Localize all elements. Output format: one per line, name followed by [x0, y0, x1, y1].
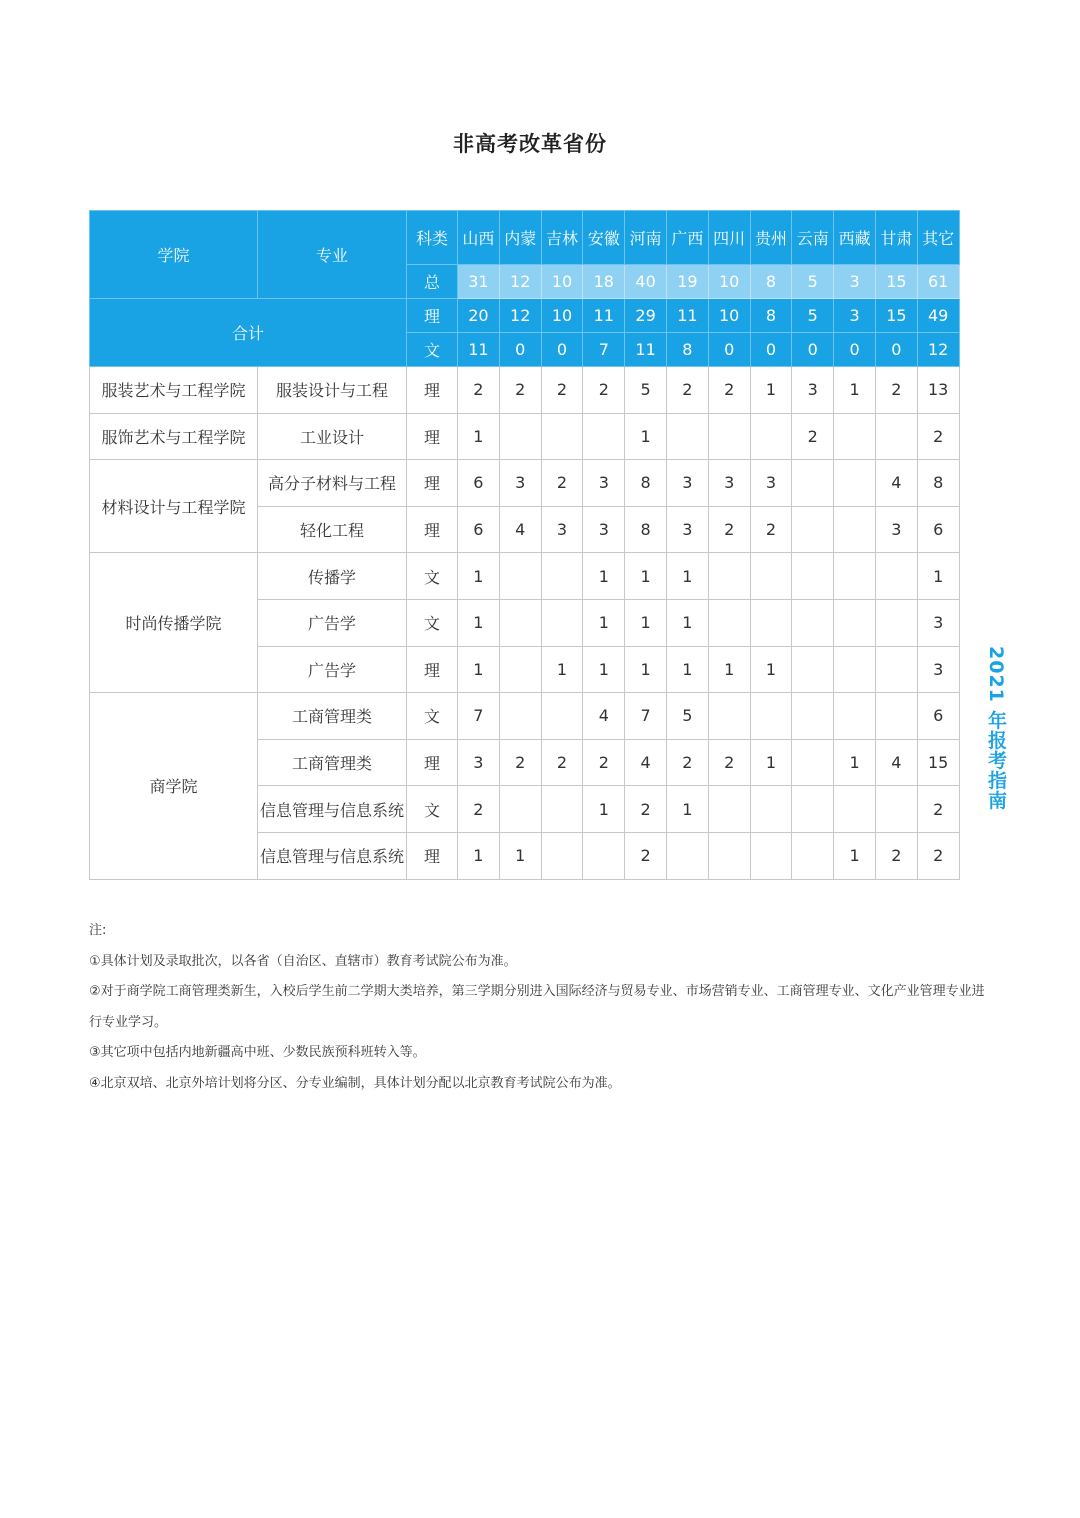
- quota-cell: 3: [583, 506, 625, 553]
- quota-cell: 3: [499, 460, 541, 507]
- quota-cell: 3: [708, 460, 750, 507]
- total-cell: 5: [792, 265, 834, 299]
- header-province: 云南: [792, 211, 834, 265]
- total-cell: 15: [875, 265, 917, 299]
- header-province: 其它: [917, 211, 959, 265]
- note-3: ③其它项中包括内地新疆高中班、少数民族预科班转入等。: [89, 1045, 426, 1060]
- subject-type-cell: 理: [407, 739, 458, 786]
- quota-cell: 8: [917, 460, 959, 507]
- header-province: 四川: [708, 211, 750, 265]
- quota-cell: [499, 413, 541, 460]
- major-cell: 高分子材料与工程: [258, 460, 407, 507]
- quota-cell: 1: [917, 553, 959, 600]
- note-2: ②对于商学院工商管理类新生，入校后学生前二学期大类培养，第三学期分别进入国际经济与贸易专业、市场营销专业、工商管理专业、文化产业管理专业进: [89, 984, 985, 999]
- quota-cell: [875, 693, 917, 740]
- sum-wen-cell: 12: [917, 333, 959, 367]
- quota-cell: [875, 553, 917, 600]
- quota-cell: 3: [750, 460, 792, 507]
- quota-cell: 2: [625, 832, 667, 879]
- quota-cell: [708, 599, 750, 646]
- quota-cell: [834, 599, 876, 646]
- quota-cell: 1: [666, 786, 708, 833]
- quota-cell: 1: [458, 599, 500, 646]
- quota-cell: 1: [666, 553, 708, 600]
- total-label: 总: [407, 265, 458, 299]
- quota-cell: [792, 506, 834, 553]
- quota-cell: [541, 413, 583, 460]
- header-province: 广西: [666, 211, 708, 265]
- total-cell: 40: [625, 265, 667, 299]
- quota-cell: 4: [583, 693, 625, 740]
- quota-cell: [792, 599, 834, 646]
- quota-cell: 1: [583, 786, 625, 833]
- sum-wen-cell: 0: [708, 333, 750, 367]
- quota-cell: 2: [708, 739, 750, 786]
- quota-cell: 1: [625, 599, 667, 646]
- enrollment-plan-table: [89, 210, 960, 880]
- subject-type-cell: 文: [407, 786, 458, 833]
- total-cell: 10: [541, 265, 583, 299]
- subject-type-cell: 理: [407, 646, 458, 693]
- quota-cell: 8: [625, 506, 667, 553]
- quota-cell: 7: [625, 693, 667, 740]
- quota-cell: 1: [834, 739, 876, 786]
- sum-wen-cell: 0: [750, 333, 792, 367]
- sum-li-cell: 3: [834, 299, 876, 333]
- major-cell: 工商管理类: [258, 693, 407, 740]
- header-college: 学院: [90, 211, 258, 299]
- quota-cell: [792, 832, 834, 879]
- quota-cell: [541, 832, 583, 879]
- major-cell: 广告学: [258, 646, 407, 693]
- quota-cell: 4: [875, 460, 917, 507]
- quota-cell: 2: [666, 367, 708, 414]
- sum-wen-cell: 0: [541, 333, 583, 367]
- total-cell: 18: [583, 265, 625, 299]
- sum-li-cell: 10: [541, 299, 583, 333]
- quota-cell: [834, 693, 876, 740]
- quota-cell: 6: [917, 693, 959, 740]
- sum-li-row: [90, 299, 960, 333]
- quota-cell: [834, 786, 876, 833]
- sum-wen-cell: 11: [625, 333, 667, 367]
- sum-wen-cell: 0: [792, 333, 834, 367]
- major-cell: 服装设计与工程: [258, 367, 407, 414]
- quota-cell: [834, 646, 876, 693]
- quota-cell: [792, 646, 834, 693]
- sum-li-cell: 29: [625, 299, 667, 333]
- quota-cell: 1: [750, 367, 792, 414]
- college-cell: 商学院: [90, 693, 258, 879]
- quota-cell: 1: [458, 646, 500, 693]
- quota-cell: [541, 553, 583, 600]
- quota-cell: 2: [583, 739, 625, 786]
- subject-type-cell: 理: [407, 506, 458, 553]
- major-cell: 工商管理类: [258, 739, 407, 786]
- subject-type-cell: 理: [407, 832, 458, 879]
- quota-cell: [708, 693, 750, 740]
- subject-type-cell: 文: [407, 693, 458, 740]
- quota-cell: [792, 553, 834, 600]
- quota-cell: 1: [583, 599, 625, 646]
- note-1: ①具体计划及录取批次，以各省（自治区、直辖市）教育考试院公布为准。: [89, 953, 517, 969]
- quota-cell: 2: [499, 367, 541, 414]
- quota-cell: [499, 599, 541, 646]
- major-cell: 广告学: [258, 599, 407, 646]
- quota-cell: [792, 786, 834, 833]
- quota-cell: 1: [834, 832, 876, 879]
- quota-cell: [666, 413, 708, 460]
- quota-cell: 3: [541, 506, 583, 553]
- major-cell: 工业设计: [258, 413, 407, 460]
- table-row: [90, 367, 960, 414]
- header-province: 甘肃: [875, 211, 917, 265]
- quota-cell: [834, 506, 876, 553]
- quota-cell: [750, 413, 792, 460]
- subject-type-cell: 理: [407, 460, 458, 507]
- quota-cell: 1: [583, 553, 625, 600]
- quota-cell: [666, 832, 708, 879]
- quota-cell: [750, 553, 792, 600]
- quota-cell: [583, 832, 625, 879]
- quota-cell: 1: [625, 413, 667, 460]
- page-title: 非高考改革省份: [453, 132, 607, 156]
- quota-cell: [792, 693, 834, 740]
- quota-cell: 3: [666, 506, 708, 553]
- subject-type-cell: 理: [407, 413, 458, 460]
- header-province: 内蒙: [499, 211, 541, 265]
- quota-cell: 3: [583, 460, 625, 507]
- quota-cell: 2: [708, 506, 750, 553]
- quota-cell: 3: [666, 460, 708, 507]
- quota-cell: 6: [458, 506, 500, 553]
- quota-cell: [708, 832, 750, 879]
- major-cell: 信息管理与信息系统: [258, 832, 407, 879]
- quota-cell: 2: [917, 786, 959, 833]
- header-province: 安徽: [583, 211, 625, 265]
- quota-cell: [875, 786, 917, 833]
- sum-wen-label: 文: [407, 333, 458, 367]
- quota-cell: [750, 693, 792, 740]
- notes: [89, 916, 989, 1099]
- total-cell: 61: [917, 265, 959, 299]
- major-cell: 传播学: [258, 553, 407, 600]
- note-4: ④北京双培、北京外培计划将分区、分专业编制，具体计划分配以北京教育考试院公布为准。: [89, 1075, 621, 1091]
- header-major: 专业: [258, 211, 407, 299]
- quota-cell: [834, 413, 876, 460]
- quota-cell: [750, 599, 792, 646]
- quota-cell: 2: [583, 367, 625, 414]
- sum-wen-cell: 0: [834, 333, 876, 367]
- header-row: [90, 211, 960, 265]
- quota-cell: [875, 646, 917, 693]
- quota-cell: 1: [499, 832, 541, 879]
- quota-cell: 2: [541, 739, 583, 786]
- table-row: [90, 460, 960, 507]
- sum-li-label: 理: [407, 299, 458, 333]
- sum-li-cell: 11: [666, 299, 708, 333]
- total-cell: 3: [834, 265, 876, 299]
- quota-cell: 3: [917, 646, 959, 693]
- quota-cell: [834, 460, 876, 507]
- table-body: [90, 367, 960, 880]
- header-province: 山西: [458, 211, 500, 265]
- sum-li-cell: 11: [583, 299, 625, 333]
- side-guide-label: 2021 年报考指南: [985, 646, 1007, 811]
- sum-wen-cell: 11: [458, 333, 500, 367]
- quota-cell: 1: [750, 739, 792, 786]
- quota-cell: 6: [917, 506, 959, 553]
- quota-cell: [708, 553, 750, 600]
- quota-cell: 8: [625, 460, 667, 507]
- sum-li-cell: 15: [875, 299, 917, 333]
- sum-wen-cell: 0: [499, 333, 541, 367]
- subject-type-cell: 文: [407, 553, 458, 600]
- quota-cell: [541, 786, 583, 833]
- quota-cell: 1: [750, 646, 792, 693]
- sum-li-cell: 8: [750, 299, 792, 333]
- header-province: 河南: [625, 211, 667, 265]
- sum-wen-cell: 7: [583, 333, 625, 367]
- major-cell: 轻化工程: [258, 506, 407, 553]
- quota-cell: 3: [875, 506, 917, 553]
- quota-cell: 3: [792, 367, 834, 414]
- quota-cell: 2: [750, 506, 792, 553]
- quota-cell: 4: [499, 506, 541, 553]
- total-cell: 12: [499, 265, 541, 299]
- total-cell: 8: [750, 265, 792, 299]
- table-row: [90, 693, 960, 740]
- quota-cell: 5: [666, 693, 708, 740]
- quota-cell: 2: [917, 413, 959, 460]
- total-cell: 10: [708, 265, 750, 299]
- quota-cell: 6: [458, 460, 500, 507]
- sum-li-cell: 10: [708, 299, 750, 333]
- quota-cell: [834, 553, 876, 600]
- quota-cell: 1: [583, 646, 625, 693]
- quota-cell: 1: [834, 367, 876, 414]
- quota-cell: 2: [708, 367, 750, 414]
- header-province: 贵州: [750, 211, 792, 265]
- quota-cell: 2: [666, 739, 708, 786]
- college-cell: 材料设计与工程学院: [90, 460, 258, 553]
- sum-label: 合计: [90, 299, 407, 367]
- quota-cell: 2: [458, 367, 500, 414]
- subject-type-cell: 文: [407, 599, 458, 646]
- header-province: 西藏: [834, 211, 876, 265]
- quota-cell: [541, 599, 583, 646]
- quota-cell: 4: [875, 739, 917, 786]
- sum-wen-cell: 8: [666, 333, 708, 367]
- quota-cell: 2: [875, 832, 917, 879]
- quota-cell: 2: [541, 460, 583, 507]
- table-row: [90, 553, 960, 600]
- quota-cell: 1: [625, 646, 667, 693]
- college-cell: 服饰艺术与工程学院: [90, 413, 258, 460]
- quota-cell: [499, 553, 541, 600]
- quota-cell: [499, 693, 541, 740]
- total-cell: 31: [458, 265, 500, 299]
- quota-cell: 1: [541, 646, 583, 693]
- quota-cell: 4: [625, 739, 667, 786]
- quota-cell: [875, 599, 917, 646]
- note-2-cont: 行专业学习。: [89, 1014, 168, 1030]
- quota-cell: [875, 413, 917, 460]
- quota-cell: [583, 413, 625, 460]
- sum-li-cell: 12: [499, 299, 541, 333]
- sum-li-cell: 20: [458, 299, 500, 333]
- notes-heading: 注:: [89, 923, 107, 938]
- quota-cell: [499, 786, 541, 833]
- quota-cell: 1: [458, 832, 500, 879]
- quota-cell: [708, 413, 750, 460]
- quota-cell: [499, 646, 541, 693]
- quota-cell: 2: [458, 786, 500, 833]
- sum-li-cell: 49: [917, 299, 959, 333]
- college-cell: 时尚传播学院: [90, 553, 258, 693]
- quota-cell: 13: [917, 367, 959, 414]
- sum-wen-cell: 0: [875, 333, 917, 367]
- quota-cell: 2: [499, 739, 541, 786]
- quota-cell: 7: [458, 693, 500, 740]
- quota-cell: [792, 460, 834, 507]
- quota-cell: [708, 786, 750, 833]
- quota-cell: 15: [917, 739, 959, 786]
- quota-cell: [750, 786, 792, 833]
- quota-cell: [750, 832, 792, 879]
- college-cell: 服装艺术与工程学院: [90, 367, 258, 414]
- quota-cell: 2: [625, 786, 667, 833]
- quota-cell: 2: [792, 413, 834, 460]
- quota-cell: 1: [666, 646, 708, 693]
- total-cell: 19: [666, 265, 708, 299]
- quota-cell: 1: [458, 553, 500, 600]
- quota-cell: 1: [458, 413, 500, 460]
- header-subject: 科类: [407, 211, 458, 265]
- quota-cell: 1: [666, 599, 708, 646]
- table-row: [90, 413, 960, 460]
- quota-cell: 1: [708, 646, 750, 693]
- quota-cell: [792, 739, 834, 786]
- quota-cell: 3: [458, 739, 500, 786]
- subject-type-cell: 理: [407, 367, 458, 414]
- quota-cell: 2: [541, 367, 583, 414]
- quota-cell: [541, 693, 583, 740]
- sum-li-cell: 5: [792, 299, 834, 333]
- quota-cell: 2: [917, 832, 959, 879]
- quota-cell: 3: [917, 599, 959, 646]
- major-cell: 信息管理与信息系统: [258, 786, 407, 833]
- header-province: 吉林: [541, 211, 583, 265]
- quota-cell: 2: [875, 367, 917, 414]
- quota-cell: 1: [625, 553, 667, 600]
- quota-cell: 5: [625, 367, 667, 414]
